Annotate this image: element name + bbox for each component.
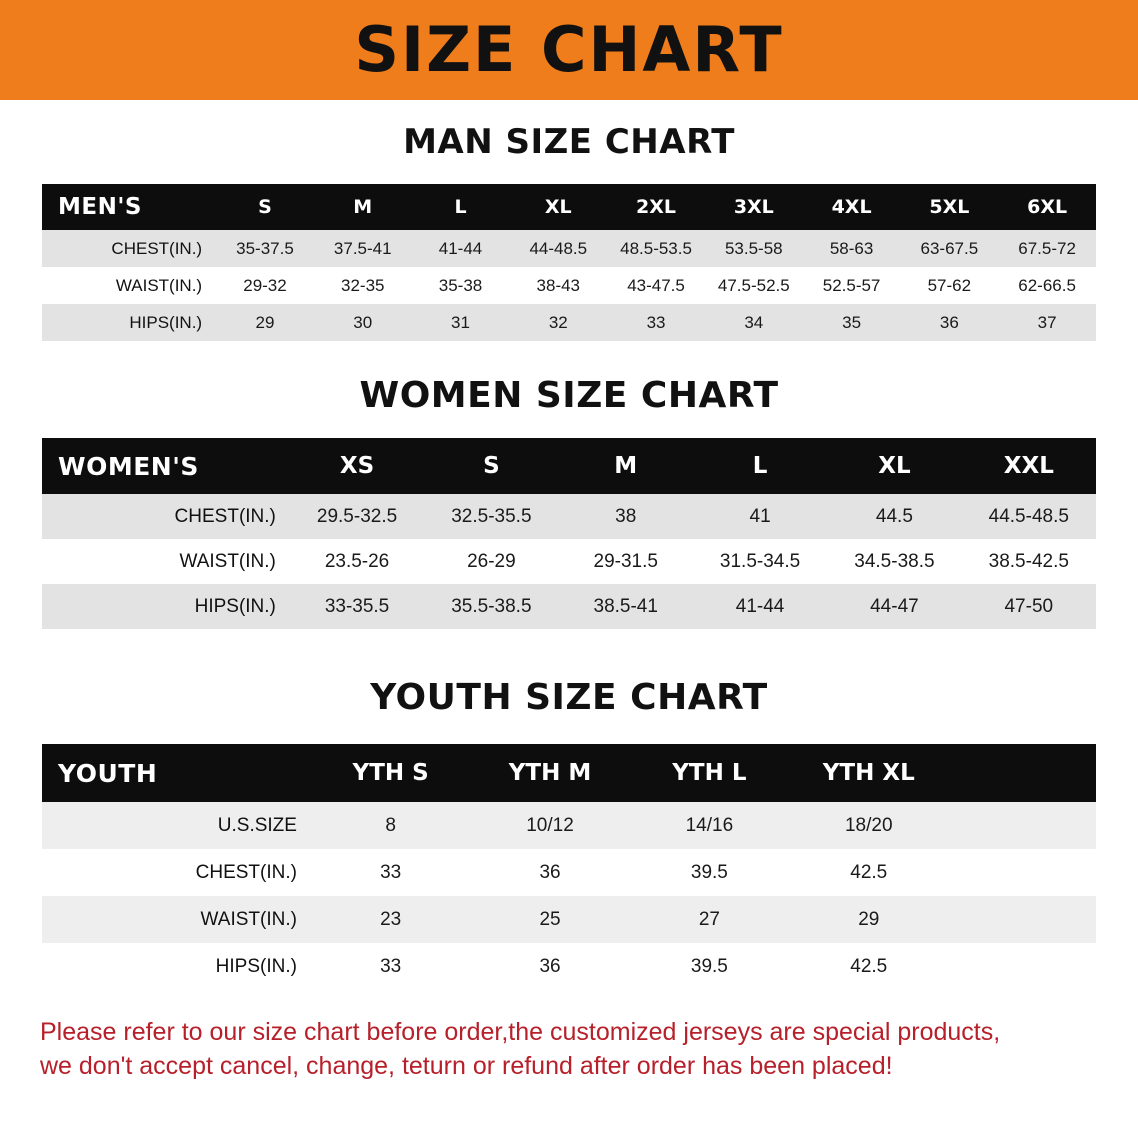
youth-row-2-cell-0: WAIST(IN.) <box>200 908 297 930</box>
women-row-1-cell-1: 23.5-26 <box>324 550 390 572</box>
man-row-1-cell-5: 43-47.5 <box>627 275 685 295</box>
women-size-table-wrapper <box>42 438 1096 629</box>
youth-row-2-cell-4: 29 <box>858 908 880 930</box>
man-row-1-cell-1: 29-32 <box>243 275 287 295</box>
table-row <box>42 267 1096 304</box>
women-row-2-cell-6: 47-50 <box>1004 595 1054 617</box>
man-row-2-cell-7: 35 <box>842 312 862 332</box>
women-header-cell-1: XS <box>339 453 375 479</box>
women-table-body <box>42 494 1096 629</box>
women-header-cell-3: M <box>614 453 638 479</box>
women-row-0-cell-3: 38 <box>615 505 637 527</box>
youth-row-1-cell-2: 36 <box>539 861 561 883</box>
man-row-0-cell-3: 41-44 <box>438 238 483 258</box>
man-row-1-cell-7: 52.5-57 <box>822 275 881 295</box>
page-title: SIZE CHART <box>354 13 784 86</box>
women-header-cell-0: WOMEN'S <box>58 451 199 481</box>
man-row-2-cell-5: 33 <box>646 312 666 332</box>
youth-section-heading: YOUTH SIZE CHART <box>370 677 768 718</box>
man-header-cell-4: XL <box>544 196 572 218</box>
man-row-0-cell-4: 44-48.5 <box>529 238 588 258</box>
policy-note-line-1: Please refer to our size chart before order,the customized jerseys are special products, <box>40 1018 1001 1046</box>
man-row-2-cell-2: 30 <box>353 312 373 332</box>
youth-row-3-cell-3: 39.5 <box>690 955 728 977</box>
youth-row-2-cell-3: 27 <box>698 908 720 930</box>
women-row-0-cell-6: 44.5-48.5 <box>988 505 1069 527</box>
man-row-1-cell-2: 32-35 <box>341 275 385 295</box>
man-row-0-cell-6: 53.5-58 <box>724 238 783 258</box>
man-row-0-cell-2: 37.5-41 <box>333 238 392 258</box>
man-header-cell-5: 2XL <box>636 196 677 218</box>
youth-header-spacer <box>948 744 1096 802</box>
youth-header-cell-4: YTH XL <box>822 760 915 786</box>
youth-row-1-cell-0: CHEST(IN.) <box>195 861 297 883</box>
man-row-1-cell-0: WAIST(IN.) <box>115 275 203 295</box>
table-row <box>42 943 1096 990</box>
women-row-0-cell-2: 32.5-35.5 <box>451 505 532 527</box>
table-row <box>42 539 1096 584</box>
table-row <box>42 230 1096 267</box>
man-row-0-cell-8: 63-67.5 <box>920 238 979 258</box>
banner <box>0 0 1138 100</box>
women-row-0-cell-1: 29.5-32.5 <box>316 505 398 527</box>
man-row-2-cell-9: 37 <box>1037 312 1057 332</box>
table-row <box>42 896 1096 943</box>
man-section-heading: MAN SIZE CHART <box>403 122 735 162</box>
women-row-2-cell-4: 41-44 <box>735 595 785 617</box>
youth-row-2-cell-2: 25 <box>539 908 561 930</box>
youth-header-cell-2: YTH M <box>508 760 592 786</box>
youth-row-1-cell-3: 39.5 <box>690 861 728 883</box>
youth-header-cell-1: YTH S <box>352 760 429 786</box>
women-row-1-cell-5: 34.5-38.5 <box>854 550 935 572</box>
women-row-1-cell-2: 26-29 <box>467 550 516 572</box>
women-table-head <box>42 438 1096 494</box>
man-header-cell-7: 4XL <box>831 196 872 218</box>
youth-header-row <box>42 744 1096 802</box>
table-row <box>42 494 1096 539</box>
man-size-table-wrapper <box>42 184 1096 341</box>
women-row-1-cell-0: WAIST(IN.) <box>179 550 276 572</box>
youth-header-cell-3: YTH L <box>672 760 747 786</box>
youth-row-2-spacer <box>948 896 1096 943</box>
youth-header-cell-0: YOUTH <box>58 758 158 788</box>
youth-row-1-cell-1: 33 <box>380 861 402 883</box>
man-header-row <box>42 184 1096 230</box>
youth-row-2-cell-1: 23 <box>380 908 402 930</box>
man-row-0-cell-1: 35-37.5 <box>236 238 294 258</box>
man-row-0-cell-7: 58-63 <box>829 238 874 258</box>
women-row-0-cell-0: CHEST(IN.) <box>174 505 276 527</box>
man-row-0-cell-5: 48.5-53.5 <box>620 238 692 258</box>
man-table-body <box>42 230 1096 341</box>
man-row-2-cell-8: 36 <box>939 312 959 332</box>
women-size-table <box>42 438 1096 629</box>
man-header-cell-2: M <box>353 196 373 218</box>
youth-table-body <box>42 802 1096 990</box>
man-row-1-cell-6: 47.5-52.5 <box>717 275 790 295</box>
women-section-heading: WOMEN SIZE CHART <box>359 375 779 416</box>
table-row <box>42 304 1096 341</box>
man-row-0-cell-0: CHEST(IN.) <box>111 238 203 258</box>
man-row-2-cell-3: 31 <box>451 312 470 332</box>
youth-size-table <box>42 744 1096 990</box>
man-row-2-cell-1: 29 <box>255 312 275 332</box>
man-header-cell-3: L <box>454 196 467 218</box>
man-header-cell-6: 3XL <box>733 196 774 218</box>
man-row-2-cell-0: HIPS(IN.) <box>129 312 203 332</box>
youth-row-3-spacer <box>948 943 1096 990</box>
youth-row-0-cell-3: 14/16 <box>685 814 734 836</box>
man-row-2-cell-6: 34 <box>744 312 764 332</box>
man-row-1-cell-9: 62-66.5 <box>1018 275 1076 295</box>
youth-size-table-wrapper <box>42 744 1096 990</box>
youth-row-0-cell-0: U.S.SIZE <box>217 814 297 836</box>
women-row-2-cell-0: HIPS(IN.) <box>194 595 276 617</box>
women-header-row <box>42 438 1096 494</box>
women-row-0-cell-4: 41 <box>749 505 771 527</box>
women-header-cell-5: XL <box>878 453 911 479</box>
man-table-head <box>42 184 1096 230</box>
women-row-1-cell-4: 31.5-34.5 <box>719 550 801 572</box>
table-row <box>42 802 1096 849</box>
youth-row-1-spacer <box>948 849 1096 896</box>
policy-note-line-2: we don't accept cancel, change, teturn or refund after order has been placed! <box>40 1051 893 1080</box>
man-size-table <box>42 184 1096 341</box>
youth-row-3-cell-2: 36 <box>539 955 561 977</box>
women-row-1-cell-3: 29-31.5 <box>593 550 658 572</box>
youth-row-1-cell-4: 42.5 <box>850 861 888 883</box>
table-row <box>42 584 1096 629</box>
youth-row-0-cell-4: 18/20 <box>844 814 893 836</box>
man-header-cell-0: MEN'S <box>58 194 142 220</box>
man-row-1-cell-3: 35-38 <box>438 275 483 295</box>
table-row <box>42 849 1096 896</box>
man-header-cell-8: 5XL <box>929 196 970 218</box>
youth-row-0-spacer <box>948 802 1096 849</box>
women-row-2-cell-2: 35.5-38.5 <box>451 595 532 617</box>
women-row-0-cell-5: 44.5 <box>875 505 913 527</box>
man-row-2-cell-4: 32 <box>548 312 568 332</box>
man-header-cell-9: 6XL <box>1027 196 1068 218</box>
man-header-cell-1: S <box>258 196 272 218</box>
policy-note <box>40 1016 1098 1084</box>
youth-row-0-cell-1: 8 <box>385 814 396 836</box>
youth-row-3-cell-4: 42.5 <box>850 955 888 977</box>
man-row-1-cell-4: 38-43 <box>536 275 581 295</box>
man-row-1-cell-8: 57-62 <box>927 275 972 295</box>
youth-row-3-cell-1: 33 <box>380 955 402 977</box>
youth-table-head <box>42 744 1096 802</box>
man-row-0-cell-9: 67.5-72 <box>1018 238 1076 258</box>
women-row-1-cell-6: 38.5-42.5 <box>988 550 1069 572</box>
women-header-cell-2: S <box>483 453 500 479</box>
women-row-2-cell-3: 38.5-41 <box>593 595 658 617</box>
women-header-cell-4: L <box>752 453 768 479</box>
women-row-2-cell-1: 33-35.5 <box>324 595 390 617</box>
youth-row-3-cell-0: HIPS(IN.) <box>215 955 297 977</box>
women-row-2-cell-5: 44-47 <box>870 595 919 617</box>
women-header-cell-6: XXL <box>1003 453 1054 479</box>
youth-row-0-cell-2: 10/12 <box>526 814 574 836</box>
